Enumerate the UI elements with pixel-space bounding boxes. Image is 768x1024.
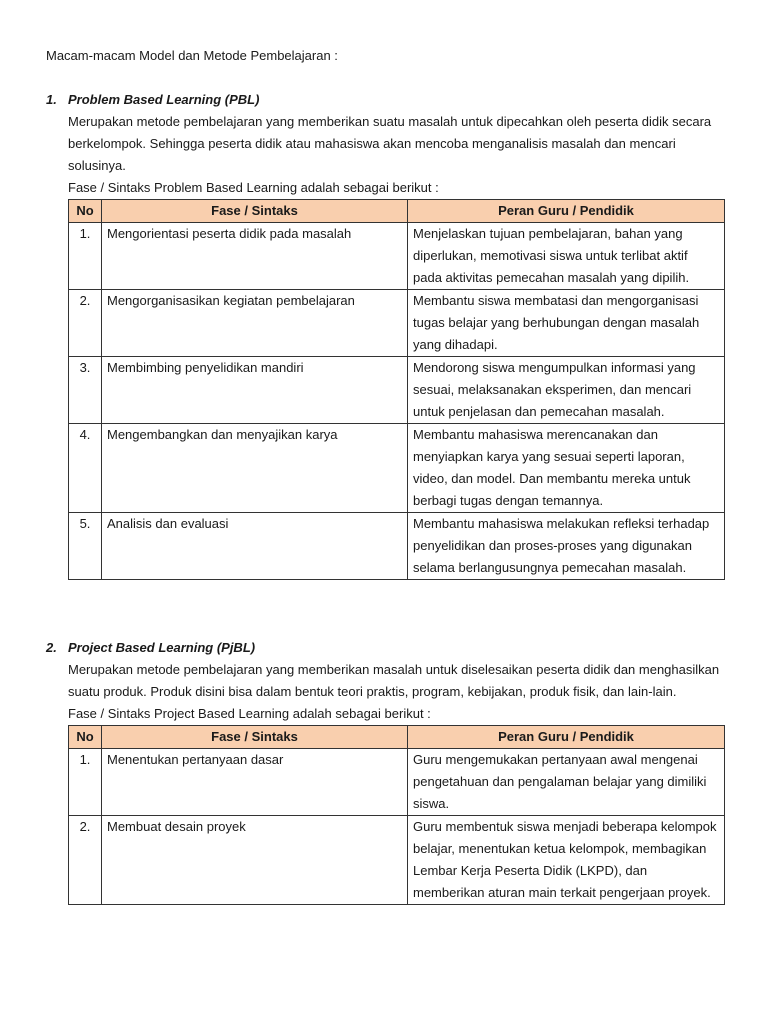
cell-no: 2. xyxy=(69,816,102,905)
section-title: Problem Based Learning (PBL) xyxy=(68,92,260,107)
document-title: Macam-macam Model dan Metode Pembelajaran : xyxy=(46,48,338,63)
section-pbl xyxy=(46,89,726,580)
cell-phase: Mengorientasi peserta didik pada masalah xyxy=(102,223,408,290)
cell-role: Membantu mahasiswa melakukan refleksi terhadap penyelidikan dan proses-proses yang digunakan selama berlangusungnya pemecahan masalah. xyxy=(408,513,725,580)
header-role: Peran Guru / Pendidik xyxy=(408,200,725,223)
section-pjbl xyxy=(46,637,726,905)
table-row xyxy=(69,513,725,580)
pbl-phase-table xyxy=(68,199,725,580)
cell-role: Mendorong siswa mengumpulkan informasi yang sesuai, melaksanakan eksperimen, dan mencari untuk penjelasan dan pemecahan masalah. xyxy=(408,357,725,424)
cell-no: 1. xyxy=(69,223,102,290)
cell-no: 2. xyxy=(69,290,102,357)
cell-role: Membantu mahasiswa merencanakan dan menyiapkan karya yang sesuai seperti laporan, video, dan model. Dan membantu mereka untuk berbagi tugas dengan temannya. xyxy=(408,424,725,513)
cell-role: Guru membentuk siswa menjadi beberapa kelompok belajar, menentukan ketua kelompok, membagikan Lembar Kerja Peserta Didik (LKPD), dan memberikan aturan main terkait pengerjaan proyek. xyxy=(408,816,725,905)
cell-phase: Membuat desain proyek xyxy=(102,816,408,905)
table-row xyxy=(69,357,725,424)
header-phase: Fase / Sintaks xyxy=(102,726,408,749)
cell-role: Guru mengemukakan pertanyaan awal mengenai pengetahuan dan pengalaman belajar yang dimiliki siswa. xyxy=(408,749,725,816)
header-phase: Fase / Sintaks xyxy=(102,200,408,223)
cell-no: 3. xyxy=(69,357,102,424)
section-title: Project Based Learning (PjBL) xyxy=(68,640,256,655)
table-row xyxy=(69,290,725,357)
section-number: 1. xyxy=(46,92,57,107)
table-header-row xyxy=(69,200,725,223)
header-no: No xyxy=(69,726,102,749)
cell-no: 1. xyxy=(69,749,102,816)
section-paragraph: Merupakan metode pembelajaran yang memberikan suatu masalah untuk dipecahkan oleh peserta didik secara berkelompok. Sehingga peserta didik atau mahasiswa akan mencoba menganalisis masalah dan mencari solusinya. xyxy=(68,114,712,173)
section-heading xyxy=(46,637,726,659)
cell-phase: Menentukan pertanyaan dasar xyxy=(102,749,408,816)
header-no: No xyxy=(69,200,102,223)
header-role: Peran Guru / Pendidik xyxy=(408,726,725,749)
section-paragraph: Merupakan metode pembelajaran yang memberikan masalah untuk diselesaikan peserta didik dan menghasilkan suatu produk. Produk disini bisa dalam bentuk teori praktis, program, kebijakan, produk fisik, dan lain-lain. xyxy=(68,662,720,699)
pjbl-phase-table xyxy=(68,725,725,905)
table-row xyxy=(69,816,725,905)
cell-role: Menjelaskan tujuan pembelajaran, bahan yang diperlukan, memotivasi siswa untuk terlibat aktif pada aktivitas pemecahan masalah yang dipilih. xyxy=(408,223,725,290)
table-row xyxy=(69,749,725,816)
table-row xyxy=(69,223,725,290)
section-number: 2. xyxy=(46,640,57,655)
cell-no: 5. xyxy=(69,513,102,580)
cell-no: 4. xyxy=(69,424,102,513)
cell-phase: Mengorganisasikan kegiatan pembelajaran xyxy=(102,290,408,357)
cell-phase: Membimbing penyelidikan mandiri xyxy=(102,357,408,424)
table-intro: Fase / Sintaks Problem Based Learning adalah sebagai berikut : xyxy=(68,180,439,195)
cell-role: Membantu siswa membatasi dan mengorganisasi tugas belajar yang berhubungan dengan masalah yang dihadapi. xyxy=(408,290,725,357)
table-header-row xyxy=(69,726,725,749)
table-row xyxy=(69,424,725,513)
section-heading xyxy=(46,89,726,111)
cell-phase: Mengembangkan dan menyajikan karya xyxy=(102,424,408,513)
table-intro: Fase / Sintaks Project Based Learning adalah sebagai berikut : xyxy=(68,706,431,721)
cell-phase: Analisis dan evaluasi xyxy=(102,513,408,580)
